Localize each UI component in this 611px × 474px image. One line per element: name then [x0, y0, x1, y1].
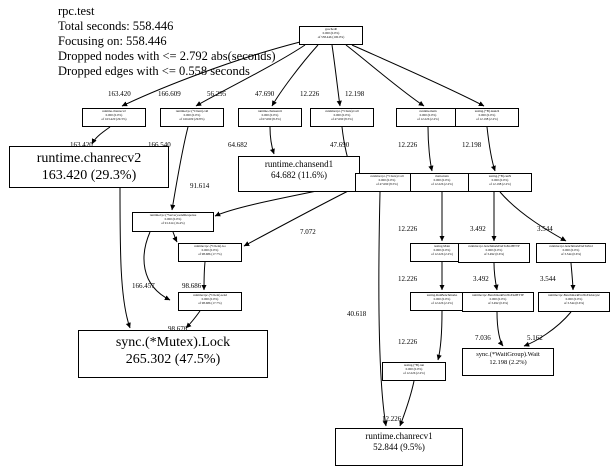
graph-node[interactable]	[538, 292, 610, 312]
graph-node[interactable]	[396, 108, 460, 127]
graph-node-line: runtime/rpc.benchmarkEndToEnd	[549, 244, 593, 248]
graph-node-line: 0.000 (0.0%)	[333, 112, 351, 117]
graph-node[interactable]	[78, 330, 268, 378]
header-focusing-on: Focusing on: 558.446	[58, 34, 167, 48]
graph-node-line: runtime/rpc.BenchmarkEndToEndAsync	[547, 293, 601, 297]
graph-node-line: 12.198 (2.2%)	[489, 359, 527, 366]
edge-weight-label: 12.226	[382, 415, 402, 423]
header-total-seconds: Total seconds: 558.446	[58, 19, 174, 33]
edge-weight-label: 64.682	[228, 141, 248, 149]
graph-node-line: 0.000 (0.0%)	[485, 247, 503, 252]
graph-node-line: runtime/rpc.(*Client).Call	[325, 109, 359, 113]
graph-node-line: of 166.609 (29.8%)	[179, 116, 205, 121]
graph-node[interactable]	[335, 428, 463, 466]
edge-weight-label: 12.226	[398, 141, 418, 149]
graph-node-line: runtime/rpc.(*Client).Call	[370, 174, 404, 178]
header-dropped-nodes: Dropped nodes with <= 2.792 abs(seconds)	[58, 49, 276, 63]
graph-node-line: of 3.492 (0.6%)	[483, 251, 505, 256]
edge-weight-label: 7.036	[475, 334, 491, 342]
graph-node-line: of 163.420 (29.3%)	[101, 116, 127, 121]
graph-node[interactable]	[458, 243, 530, 263]
graph-node-line: of 67.690 (8.3%)	[259, 116, 281, 121]
graph-node-line: 0.000 (0.0%)	[478, 112, 496, 117]
edge-weight-label: 47.690	[330, 141, 350, 149]
edge-weight-label: 56.295	[207, 90, 227, 98]
graph-node-line: runtime.chansend1	[264, 159, 334, 169]
graph-node-line: testing.(*B).run	[403, 363, 425, 367]
edge-weight-label: 12.226	[398, 338, 418, 346]
graph-node-line: runtime/rpc.(*Client).send	[193, 293, 227, 297]
graph-node-line: of 3.544 (0.6%)	[560, 251, 582, 256]
graph-node-line: sync.(*WaitGroup).Wait	[476, 351, 540, 358]
graph-node-line: of 3.544 (0.6%)	[563, 300, 585, 305]
edge-weight-label: 98.686	[182, 282, 202, 290]
graph-node-line: 163.420 (29.3%)	[41, 168, 137, 183]
graph-node[interactable]	[310, 108, 374, 127]
edge-weight-label: 3.544	[540, 275, 556, 283]
header-title: rpc.test	[58, 4, 95, 18]
edge-weight-label: 5.162	[527, 334, 543, 342]
graph-node-line: testing.(*B).launch	[474, 109, 500, 113]
graph-node-line: 0.000 (0.0%)	[201, 247, 219, 252]
graph-node[interactable]	[468, 173, 532, 192]
graph-node-line: 0.000 (0.0%)	[433, 296, 451, 301]
edge-weight-label: 3.544	[537, 225, 553, 233]
graph-node[interactable]	[410, 173, 474, 192]
graph-node-line: of 98.686 (17.7%)	[198, 300, 222, 305]
edge-weight-label: 163.420	[70, 141, 93, 149]
graph-node[interactable]	[178, 292, 242, 311]
graph-node-line: of 47.690 (8.5%)	[331, 116, 353, 121]
graph-node[interactable]	[382, 362, 446, 381]
graph-node-line: of 12.226 (2.2%)	[417, 116, 439, 121]
edge-weight-label: 98.676	[168, 325, 188, 333]
graph-node-line: 0.000 (0.0%)	[201, 296, 219, 301]
graph-node-line: of 12.198 (2.2%)	[489, 181, 511, 186]
graph-node[interactable]	[299, 26, 363, 45]
graph-node-line: 52.844 (9.5%)	[373, 442, 425, 452]
graph-node-line: runtime.chanrecv2	[102, 109, 126, 113]
graph-node-line: runtime/rpc.(*Client).Go	[194, 244, 226, 248]
graph-node-line: 0.000 (0.0%)	[562, 247, 580, 252]
graph-node-line: of 12.198 (2.2%)	[476, 116, 498, 121]
graph-node[interactable]	[238, 156, 360, 192]
graph-node-line: of 3.492 (0.6%)	[487, 300, 509, 305]
graph-node[interactable]	[536, 243, 606, 263]
graph-node-line: of 47.690 (8.5%)	[376, 181, 398, 186]
graph-node-line: of 12.226 (2.2%)	[431, 181, 453, 186]
graph-node-line: of 91.614 (16.4%)	[161, 220, 185, 225]
graph-node-line: runtime.chansend1	[257, 109, 283, 113]
graph-node-line: 265.302 (47.5%)	[125, 352, 221, 367]
edge-weight-label: 12.198	[462, 141, 482, 149]
edge-weight-label: 7.072	[300, 228, 316, 236]
edge-weight-label: 12.226	[398, 225, 418, 233]
graph-node-line: 0.000 (0.0%)	[489, 296, 507, 301]
graph-node-line: 0.000 (0.0%)	[433, 177, 451, 182]
edge-weight-label: 12.198	[345, 90, 365, 98]
graph-node-line: sync.(*Mutex).Lock	[115, 335, 231, 350]
graph-node-line: runtime.chanrecv1	[365, 431, 433, 441]
edge-weight-label: 12.226	[398, 275, 418, 283]
graph-node-line: 0.000 (0.0%)	[565, 296, 583, 301]
graph-header	[58, 4, 276, 79]
graph-node-line: of 12.226 (2.2%)	[403, 370, 425, 375]
graph-node[interactable]	[455, 108, 519, 127]
edge-weight-label: 91.614	[190, 182, 210, 190]
graph-node-line: of 558.446 (100.0%)	[317, 34, 345, 39]
graph-node-line: runtime/rpc.(*Client).call	[175, 109, 209, 113]
graph-node-line: gosched0	[324, 27, 338, 31]
graph-node-line: of 12.226 (2.2%)	[431, 251, 453, 256]
edge-weight-label: 3.492	[473, 275, 489, 283]
graph-node-line: main.main	[435, 174, 449, 178]
graph-node-line: 0.000 (0.0%)	[183, 112, 201, 117]
edge-weight-label: 47.690	[255, 90, 275, 98]
graph-node-line: testing.(*B).runN	[488, 174, 512, 178]
graph-node-line: 0.000 (0.0%)	[433, 247, 451, 252]
edge-weight-label: 12.226	[300, 90, 320, 98]
graph-node-line: 0.000 (0.0%)	[164, 216, 182, 221]
graph-node-line: runtime/rpc.BenchmarkEndToEndHTTP	[472, 293, 524, 297]
edge-weight-label: 166.609	[158, 90, 181, 98]
graph-node[interactable]	[238, 108, 302, 127]
graph-node-line: runtime/rpc.benchmarkEndToEndHTTP	[468, 244, 520, 248]
graph-node-line: 0.000 (0.0%)	[105, 112, 123, 117]
graph-node[interactable]	[9, 146, 169, 188]
graph-node-line: runtime/rpc.(*Server).sendResponse	[149, 213, 197, 217]
edge-weight-label: 40.618	[347, 310, 367, 318]
graph-node-line: 0.000 (0.0%)	[405, 366, 423, 371]
graph-node-line: 0.000 (0.0%)	[378, 177, 396, 182]
graph-node[interactable]	[132, 212, 214, 232]
graph-node-line: testing.Main	[433, 244, 451, 248]
graph-node[interactable]	[462, 292, 534, 312]
edge-weight-label: 166.457	[132, 282, 155, 290]
graph-node-line: of 12.226 (2.2%)	[431, 300, 453, 305]
graph-node-line: testing.RunBenchmarks	[426, 293, 458, 297]
graph-node[interactable]	[82, 108, 146, 127]
graph-node-line: 64.682 (11.6%)	[271, 170, 327, 180]
graph-node-line: 0.000 (0.0%)	[419, 112, 437, 117]
graph-node-line: 0.000 (0.0%)	[261, 112, 279, 117]
graph-node[interactable]	[462, 348, 554, 376]
graph-node-line: 0.000 (0.0%)	[491, 177, 509, 182]
edge-weight-label: 3.492	[470, 225, 486, 233]
graph-node-line: runtime.chanrecv2	[36, 151, 142, 166]
graph-node-line: 0.000 (0.0%)	[322, 30, 340, 35]
edge-weight-label: 163.420	[108, 90, 131, 98]
graph-node-line: of 98.686 (17.7%)	[198, 251, 222, 256]
graph-node[interactable]	[160, 108, 224, 127]
header-dropped-edges: Dropped edges with <= 0.558 seconds	[58, 64, 250, 78]
graph-node-line: runtime.main	[419, 109, 437, 113]
graph-node[interactable]	[178, 243, 242, 262]
edge-weight-label: 166.540	[148, 141, 171, 149]
